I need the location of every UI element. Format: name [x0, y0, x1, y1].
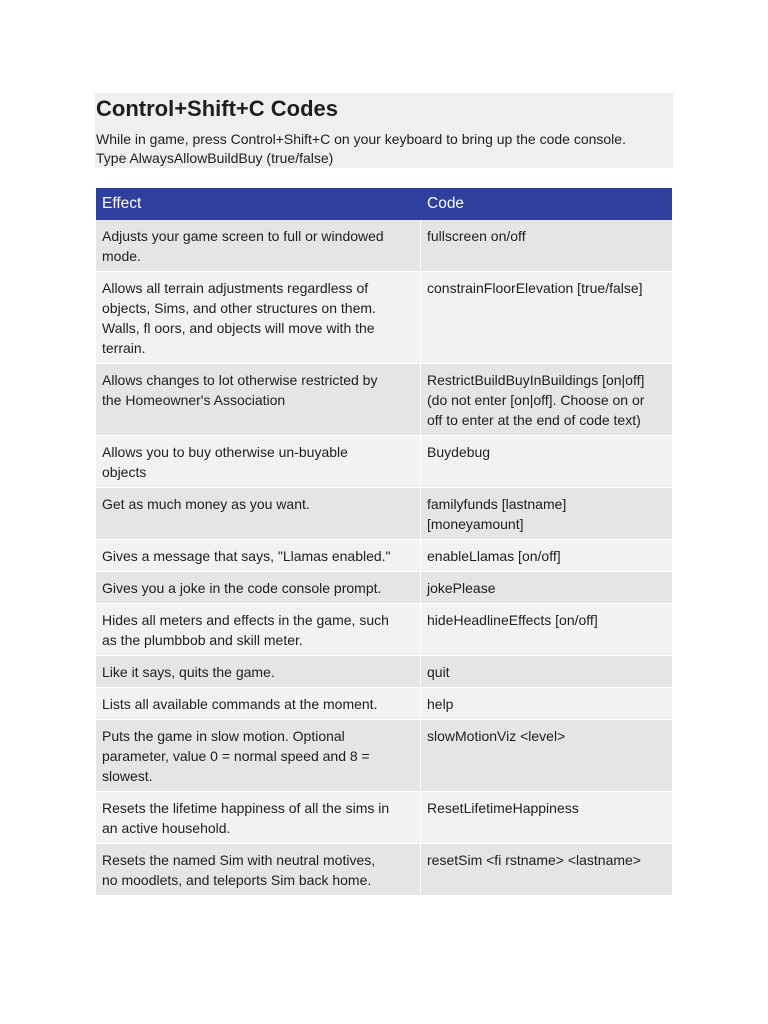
codes-table: [96, 188, 672, 896]
effect-text-line: no moodlets, and teleports Sim back home.: [102, 872, 372, 888]
table-row: [96, 572, 672, 604]
effect-cell: [96, 540, 421, 572]
code-text-line: resetSim <fi rstname> <lastname>: [427, 852, 641, 868]
code-cell: [421, 792, 672, 844]
code-cell: [421, 844, 672, 896]
effect-text-line: the Homeowner's Association: [102, 392, 286, 408]
page-title: Control+Shift+C Codes: [96, 96, 339, 121]
table-row: [96, 540, 672, 572]
table-row: [96, 792, 672, 844]
code-text-line: [moneyamount]: [427, 516, 524, 532]
effect-cell: [96, 220, 421, 272]
table-row: [96, 720, 672, 792]
effect-cell: [96, 656, 421, 688]
effect-text-line: Gives you a joke in the code console prompt.: [102, 580, 382, 596]
code-text-line: hideHeadlineEffects [on/off]: [427, 612, 598, 628]
effect-text-line: Adjusts your game screen to full or windowed: [102, 228, 384, 244]
effect-text-line: Get as much money as you want.: [102, 496, 310, 512]
code-text-line: RestrictBuildBuyInBuildings [on|off]: [427, 372, 645, 388]
column-header-code: Code: [421, 188, 672, 220]
effect-cell: [96, 364, 421, 436]
effect-cell: [96, 792, 421, 844]
intro-line: Type AlwaysAllowBuildBuy (true/false): [96, 150, 334, 166]
code-cell: [421, 656, 672, 688]
code-text-line: (do not enter [on|off]. Choose on or: [427, 392, 645, 408]
code-text-line: off to enter at the end of code text): [427, 412, 641, 428]
effect-text-line: mode.: [102, 248, 141, 264]
effect-cell: [96, 688, 421, 720]
table-row: [96, 220, 672, 272]
code-text-line: ResetLifetimeHappiness: [427, 800, 579, 816]
code-cell: [421, 540, 672, 572]
effect-text-line: Resets the named Sim with neutral motives,: [102, 852, 376, 868]
effect-text-line: slowest.: [102, 768, 153, 784]
effect-text-line: Puts the game in slow motion. Optional: [102, 728, 345, 744]
effect-cell: [96, 604, 421, 656]
code-text-line: quit: [427, 664, 450, 680]
intro-line: While in game, press Control+Shift+C on your keyboard to bring up the code console.: [96, 131, 626, 147]
code-cell: [421, 364, 672, 436]
table-row: [96, 604, 672, 656]
effect-cell: [96, 436, 421, 488]
code-cell: [421, 272, 672, 364]
effect-text-line: Allows changes to lot otherwise restricted by: [102, 372, 378, 388]
effect-text-line: Allows you to buy otherwise un-buyable: [102, 444, 348, 460]
intro-text: [96, 130, 626, 168]
code-text-line: Buydebug: [427, 444, 491, 460]
code-cell: [421, 436, 672, 488]
code-text-line: enableLlamas [on/off]: [427, 548, 561, 564]
code-cell: [421, 572, 672, 604]
effect-text-line: Resets the lifetime happiness of all the sims in: [102, 800, 390, 816]
effect-cell: [96, 572, 421, 604]
code-text-line: slowMotionViz <level>: [427, 728, 566, 744]
effect-text-line: parameter, value 0 = normal speed and 8 =: [102, 748, 370, 764]
effect-text-line: Walls, fl oors, and objects will move with the: [102, 320, 375, 336]
column-header-effect: Effect: [96, 188, 421, 220]
code-text-line: constrainFloorElevation [true/false]: [427, 280, 643, 296]
code-cell: [421, 604, 672, 656]
code-text-line: help: [427, 696, 454, 712]
effect-text-line: Lists all available commands at the moment.: [102, 696, 378, 712]
effect-text-line: Gives a message that says, "Llamas enabled.": [102, 548, 391, 564]
code-cell: [421, 720, 672, 792]
code-text-line: familyfunds [lastname]: [427, 496, 567, 512]
effect-cell: [96, 488, 421, 540]
table-body: [96, 220, 672, 896]
table-row: [96, 656, 672, 688]
effect-text-line: Allows all terrain adjustments regardless of: [102, 280, 369, 296]
effect-text-line: Like it says, quits the game.: [102, 664, 275, 680]
effect-text-line: objects, Sims, and other structures on them.: [102, 300, 376, 316]
table-row: [96, 436, 672, 488]
table-row: [96, 364, 672, 436]
code-cell: [421, 688, 672, 720]
code-cell: [421, 488, 672, 540]
effect-cell: [96, 720, 421, 792]
effect-text-line: Hides all meters and effects in the game, such: [102, 612, 389, 628]
code-text-line: fullscreen on/off: [427, 228, 526, 244]
effect-cell: [96, 844, 421, 896]
effect-cell: [96, 272, 421, 364]
table-row: [96, 844, 672, 896]
table-row: [96, 688, 672, 720]
table-header-row: [96, 188, 672, 220]
code-text-line: jokePlease: [427, 580, 496, 596]
table-row: [96, 488, 672, 540]
effect-text-line: as the plumbbob and skill meter.: [102, 632, 303, 648]
table-row: [96, 272, 672, 364]
effect-text-line: terrain.: [102, 340, 146, 356]
code-cell: [421, 220, 672, 272]
effect-text-line: objects: [102, 464, 147, 480]
effect-text-line: an active household.: [102, 820, 231, 836]
